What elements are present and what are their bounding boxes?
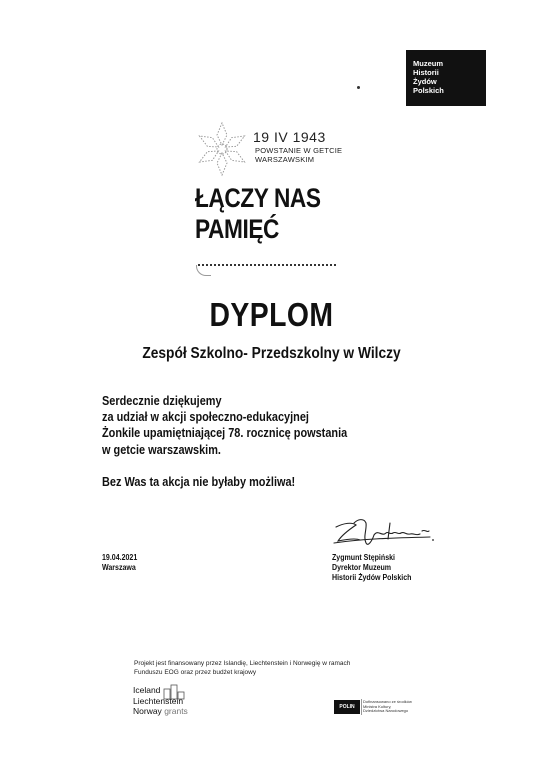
polin-logo: POLIN <box>334 700 360 714</box>
anniversary-date: 19 IV 1943 <box>253 129 326 145</box>
logo-divider <box>361 699 362 715</box>
museum-logo-line: Muzeum <box>413 59 443 68</box>
ministry-funding-text <box>363 700 412 714</box>
closing-sentence: Bez Was ta akcja nie byłaby możliwa! <box>102 474 296 489</box>
anniversary-subtitle <box>255 147 342 164</box>
funding-line: Projekt jest finansowany przez Islandię, Liechtenstein i Norwegię w ramach <box>134 660 351 667</box>
diploma-title: DYPLOM <box>209 296 334 333</box>
dotted-divider <box>198 264 336 266</box>
ministry-line: Dofinansowano ze środków <box>363 699 412 704</box>
slogan-line: PAMIĘĆ <box>195 214 280 244</box>
museum-logo <box>406 50 486 106</box>
scan-speck <box>357 86 360 89</box>
grants-line <box>133 706 188 717</box>
funding-line: Funduszu EOG oraz przez budżet krajowy <box>134 669 257 676</box>
signer-block <box>332 553 411 583</box>
grants-line: Liechtenstein <box>133 695 184 706</box>
grants-norway: Norway <box>133 706 162 716</box>
museum-logo-line: Polskich <box>413 86 444 95</box>
ministry-line: Dziedzictwa Narodowego <box>363 708 409 714</box>
signer-name: Zygmunt Stępiński <box>332 553 395 562</box>
slogan-heading <box>195 183 329 245</box>
issue-date: 19.04.2021 <box>102 553 138 562</box>
thanks-paragraph <box>102 393 347 458</box>
issue-date-place <box>102 553 137 573</box>
anniversary-subtitle-line: WARSZAWSKIM <box>255 154 315 164</box>
thanks-line: Serdecznie dziękujemy <box>102 393 222 408</box>
grants-word: grants <box>164 706 188 716</box>
thanks-line: w getcie warszawskim. <box>102 441 221 457</box>
museum-logo-line: Żydów <box>413 77 437 86</box>
anniversary-subtitle-line: POWSTANIE W GETCIE <box>255 146 343 155</box>
museum-logo-line: Historii <box>413 68 439 77</box>
signer-institution: Historii Żydów Polskich <box>332 573 412 582</box>
recipient-name: Zespół Szkolno- Przedszkolny w Wilczy <box>142 345 401 362</box>
ministry-line: Ministra Kultury, <box>363 703 392 709</box>
daffodil-flower-icon <box>194 121 250 177</box>
grants-line: Iceland <box>133 685 161 695</box>
issue-place: Warszawa <box>102 563 136 572</box>
handwritten-signature <box>330 513 440 553</box>
thanks-line: za udział w akcji społeczno-edukacyjnej <box>102 409 309 425</box>
signer-title: Dyrektor Muzeum <box>332 563 392 572</box>
grants-mark-icon <box>163 684 185 700</box>
slogan-line: ŁĄCZY NAS <box>195 183 321 213</box>
decorative-curve <box>196 265 211 276</box>
funding-note <box>134 659 350 677</box>
thanks-line: Żonkile upamiętniającej 78. rocznicę powstania <box>102 425 348 441</box>
